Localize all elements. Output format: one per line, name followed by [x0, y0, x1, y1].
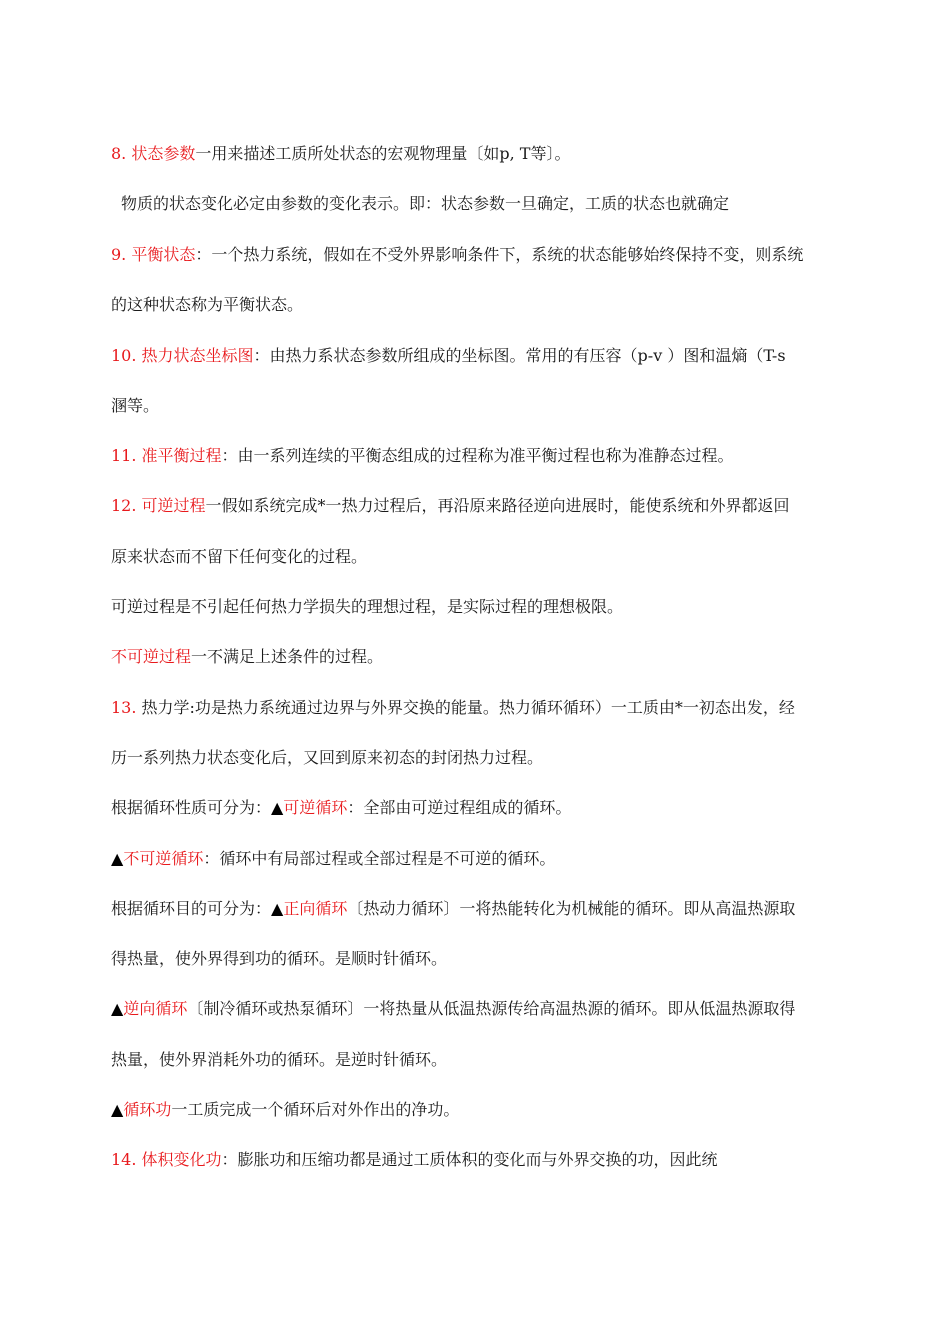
definition-text: ：循环中有局部过程或全部过程是不可逆的循环。	[203, 849, 556, 868]
term-reversible-cycle: 可逆循环	[283, 798, 348, 817]
definition-text: 一假如系统完成*一热力过程后，再沿原来路径逆向进展时，能使系统和外界都返回	[205, 496, 790, 515]
text-line	[111, 948, 851, 970]
text-line	[111, 1049, 851, 1071]
term-forward-cycle: 正向循环	[283, 899, 348, 918]
text-line	[111, 596, 851, 618]
definition-text: ：膨胀功和压缩功都是通过工质体积的变化而与外界交换的功，因此统	[221, 1150, 718, 1169]
triangle-bullet-icon: ▲	[271, 798, 284, 817]
body-text: 溷等。	[111, 396, 160, 415]
text-line	[111, 1149, 851, 1171]
definition-text: 热力学:功是热力系统通过边界与外界交换的能量。热力循环循环）一工质由*一初态出发，经	[136, 698, 795, 717]
triangle-bullet-icon: ▲	[111, 849, 124, 868]
term-equilibrium-state: 9. 平衡状态	[111, 245, 196, 264]
triangle-bullet-icon: ▲	[271, 899, 284, 918]
triangle-bullet-icon: ▲	[111, 999, 124, 1018]
definition-text: ：一个热力系统，假如在不受外界影响条件下，系统的状态能够始终保持不变，则系统	[195, 245, 804, 264]
text-line	[111, 244, 851, 266]
text-line	[111, 646, 851, 668]
term-volume-change-work: 14. 体积变化功	[111, 1150, 222, 1169]
text-line	[111, 143, 851, 165]
definition-text: 一不满足上述条件的过程。	[191, 647, 384, 666]
text-line	[111, 445, 851, 467]
term-irreversible-process: 不可逆过程	[111, 647, 192, 666]
text-line	[111, 294, 851, 316]
definition-text: 〔热动力循环〕一将热能转化为机械能的循环。即从高温热源取	[347, 899, 796, 918]
body-text: 的这种状态称为平衡状态。	[111, 295, 304, 314]
text-line	[111, 697, 851, 719]
text-line	[121, 193, 861, 215]
body-text: 根据循环性质可分为：	[111, 798, 272, 817]
term-reverse-cycle: 逆向循环	[123, 999, 188, 1018]
definition-text: ：由热力系状态参数所组成的坐标图。常用的有压容（p-v ）图和温熵（T-s	[253, 346, 786, 365]
text-line	[111, 495, 851, 517]
text-line	[111, 395, 851, 417]
text-line	[111, 998, 851, 1020]
term-state-diagram: 10. 热力状态坐标图	[111, 346, 254, 365]
term-reversible-process: 12. 可逆过程	[111, 496, 206, 515]
term-state-parameter: 8. 状态参数	[111, 144, 196, 163]
text-line	[111, 848, 851, 870]
body-text: 历一系列热力状态变化后，又回到原来初态的封闭热力过程。	[111, 748, 544, 767]
definition-text: ：全部由可逆过程组成的循环。	[347, 798, 572, 817]
term-cycle-work: 循环功	[123, 1100, 172, 1119]
definition-text: 一用来描述工质所处状态的宏观物理量〔如p, T等〕。	[195, 144, 571, 163]
term-quasi-equilibrium-process: 11. 准平衡过程	[111, 446, 222, 465]
definition-text: 〔制冷循环或热泵循环〕一将热量从低温热源传给高温热源的循环。即从低温热源取得	[187, 999, 796, 1018]
text-line	[111, 747, 851, 769]
body-text: 根据循环目的可分为：	[111, 899, 272, 918]
definition-text: ：由一系列连续的平衡态组成的过程称为准平衡过程也称为准静态过程。	[221, 446, 734, 465]
term-irreversible-cycle: 不可逆循环	[123, 849, 204, 868]
body-text: 原来状态而不留下任何变化的过程。	[111, 547, 368, 566]
definition-text: 一工质完成一个循环后对外作出的净功。	[171, 1100, 460, 1119]
text-line	[111, 345, 851, 367]
body-text: 可逆过程是不引起任何热力学损失的理想过程，是实际过程的理想极限。	[111, 597, 624, 616]
text-line	[111, 898, 851, 920]
text-line	[111, 797, 851, 819]
body-text: 物质的状态变化必定由参数的变化表示。即：状态参数一旦确定，工质的状态也就确定	[121, 194, 730, 213]
item-number: 13.	[111, 698, 137, 717]
body-text: 得热量，使外界得到功的循环。是顺时针循环。	[111, 949, 448, 968]
text-line	[111, 546, 851, 568]
text-line	[111, 1099, 851, 1121]
triangle-bullet-icon: ▲	[111, 1100, 124, 1119]
body-text: 热量，使外界消耗外功的循环。是逆时针循环。	[111, 1050, 448, 1069]
